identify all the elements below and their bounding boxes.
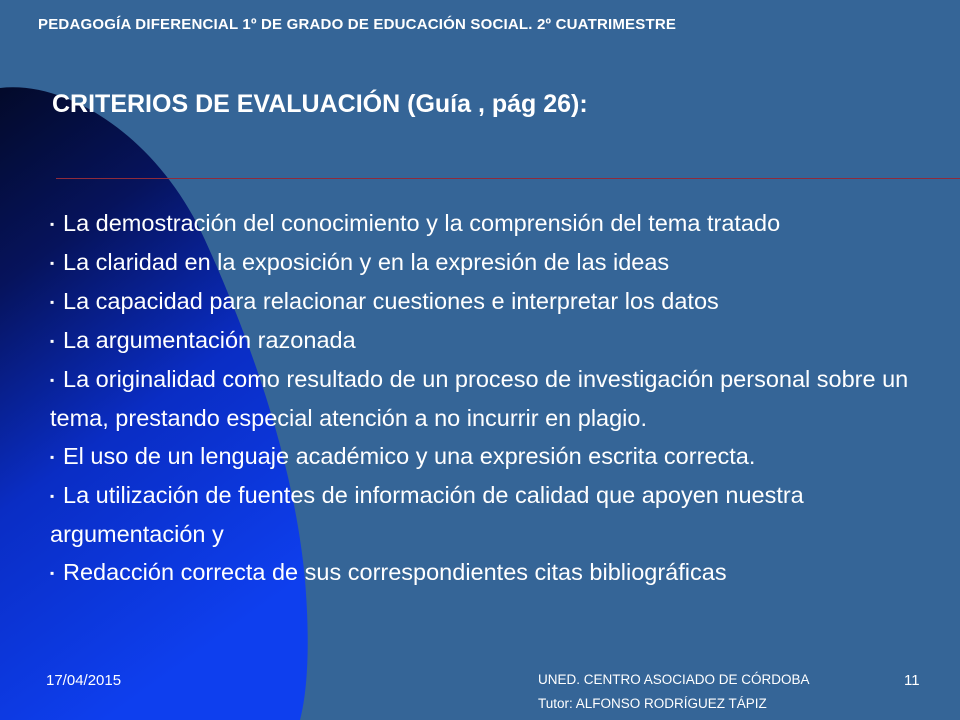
- square-bullet-icon: ▪: [50, 566, 55, 580]
- footer-center-line: UNED. CENTRO ASOCIADO DE CÓRDOBA: [538, 672, 810, 687]
- title-divider: [56, 178, 960, 179]
- list-item-text: La utilización de fuentes de información de calidad que apoyen nuestra argumentación y: [50, 482, 804, 547]
- slide-number: 11: [904, 672, 920, 689]
- list-item: [50, 360, 930, 437]
- square-bullet-icon: ▪: [50, 373, 55, 387]
- footer-institution: [538, 668, 810, 716]
- list-item: [50, 437, 930, 476]
- list-item: [50, 321, 930, 360]
- criteria-list: [50, 204, 930, 592]
- list-item-text: Redacción correcta de sus correspondientes citas bibliográficas: [63, 559, 727, 585]
- square-bullet-icon: ▪: [50, 334, 55, 348]
- footer-tutor-line: Tutor: ALFONSO RODRÍGUEZ TÁPIZ: [538, 696, 767, 711]
- square-bullet-icon: ▪: [50, 295, 55, 309]
- square-bullet-icon: ▪: [50, 450, 55, 464]
- square-bullet-icon: ▪: [50, 489, 55, 503]
- list-item: [50, 243, 930, 282]
- list-item-text: La capacidad para relacionar cuestiones e interpretar los datos: [63, 288, 719, 314]
- list-item: [50, 553, 930, 592]
- list-item-text: La originalidad como resultado de un proceso de investigación personal sobre un tema, prestando especial atención a no incurrir en plagio.: [50, 366, 909, 431]
- list-item-text: La claridad en la exposición y en la expresión de las ideas: [63, 249, 670, 275]
- list-item-text: El uso de un lenguaje académico y una expresión escrita correcta.: [63, 443, 756, 469]
- list-item: [50, 204, 930, 243]
- square-bullet-icon: ▪: [50, 256, 55, 270]
- list-item: [50, 476, 930, 553]
- list-item: [50, 282, 930, 321]
- list-item-text: La argumentación razonada: [63, 327, 356, 353]
- slide-header: PEDAGOGÍA DIFERENCIAL 1º DE GRADO DE EDUCACIÓN SOCIAL. 2º CUATRIMESTRE: [38, 16, 677, 33]
- footer-date: 17/04/2015: [46, 672, 122, 689]
- square-bullet-icon: ▪: [50, 217, 55, 231]
- slide-title: CRITERIOS DE EVALUACIÓN (Guía , pág 26):: [52, 90, 588, 118]
- list-item-text: La demostración del conocimiento y la comprensión del tema tratado: [63, 210, 781, 236]
